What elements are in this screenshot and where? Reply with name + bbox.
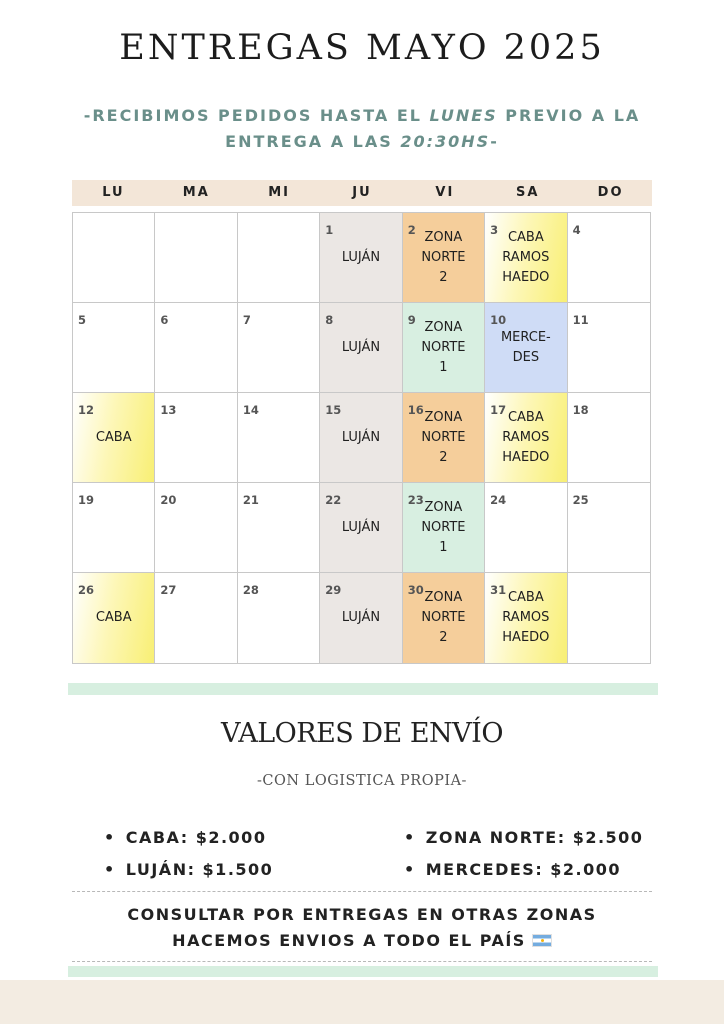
day-number: 7 [242, 313, 251, 327]
calendar-cell [155, 573, 237, 663]
day-number: 19 [78, 493, 95, 507]
weekday-sa: SA [516, 185, 540, 200]
calendar-cell [568, 303, 650, 393]
weekday-vi: VI [435, 185, 455, 200]
delivery-zone-label: CABA RAMOS HAEDO [502, 229, 550, 285]
weekday-lu: LU [102, 185, 125, 200]
calendar-cell [568, 483, 650, 573]
calendar-cell [155, 393, 237, 483]
calendar-cell [73, 393, 155, 483]
shipping-title: VALORES DE ENVÍO [221, 718, 503, 749]
calendar-cell [485, 303, 567, 393]
shipping-list-left [104, 822, 273, 886]
calendar-cell [73, 573, 155, 663]
calendar-cell [485, 393, 567, 483]
calendar-cell [485, 573, 567, 663]
deadline-text-2: PREVIO A LA ENTREGA A LAS [225, 106, 641, 151]
day-number: 4 [572, 223, 581, 237]
calendar-cell [155, 483, 237, 573]
divider-band [68, 683, 658, 695]
day-number: 2 [407, 223, 416, 237]
deadline-time: 20:30HS [400, 132, 491, 151]
shipping-item: • ZONA NORTE: $2.500 [404, 822, 643, 854]
calendar-cell [238, 483, 320, 573]
delivery-zone-label: LUJÁN [341, 610, 381, 625]
calendar-cell [403, 213, 485, 303]
calendar-cell [485, 213, 567, 303]
delivery-zone-label: MERCE- DES [500, 329, 551, 365]
day-number: 14 [242, 403, 259, 417]
calendar-cell [403, 483, 485, 573]
deadline-text-1: -RECIBIMOS PEDIDOS HASTA EL [83, 106, 430, 125]
delivery-zone-label: LUJÁN [341, 339, 381, 355]
shipping-item: • MERCEDES: $2.000 [404, 854, 643, 886]
calendar-cell [238, 393, 320, 483]
deadline-day: LUNES [429, 106, 498, 125]
shipping-list-right [404, 822, 643, 886]
day-number: 29 [325, 583, 342, 597]
delivery-zone-label: CABA [95, 610, 132, 625]
delivery-zone-label: ZONA NORTE 1 [421, 499, 466, 555]
calendar-cell [403, 303, 485, 393]
weekday-ju: JU [352, 185, 372, 200]
deadline-text-3: - [490, 132, 499, 151]
delivery-zone-label: ZONA NORTE 2 [421, 229, 466, 285]
day-number: 25 [572, 493, 589, 507]
weekday-header [72, 180, 652, 206]
argentina-flag-icon [532, 934, 552, 947]
delivery-zone-label: ZONA NORTE 2 [421, 590, 466, 645]
day-number: 17 [490, 403, 507, 417]
day-number: 5 [78, 313, 87, 327]
footer-line-2-text: HACEMOS ENVIOS A TODO EL PAÍS [172, 931, 526, 950]
footer-line-1: CONSULTAR POR ENTREGAS EN OTRAS ZONAS [127, 905, 597, 924]
day-number: 28 [242, 583, 259, 597]
order-deadline-note [70, 103, 654, 155]
calendar-cell [568, 213, 650, 303]
calendar-cell [568, 393, 650, 483]
day-number: 27 [160, 583, 177, 597]
calendar-cell [238, 573, 320, 663]
day-number: 21 [242, 493, 259, 507]
calendar-cell [320, 573, 402, 663]
calendar-cell [568, 573, 650, 663]
delivery-zone-label: CABA RAMOS HAEDO [502, 590, 550, 645]
divider-band [68, 966, 658, 977]
day-number: 20 [160, 493, 177, 507]
day-number: 3 [490, 223, 499, 237]
day-number: 18 [572, 403, 589, 417]
shipping-item: • CABA: $2.000 [104, 822, 273, 854]
calendar-cell [155, 213, 237, 303]
calendar-cell [320, 213, 402, 303]
calendar-cell [403, 393, 485, 483]
shipping-note: -CON LOGISTICA PROPIA- [257, 773, 467, 789]
day-number: 13 [160, 403, 177, 417]
page-title: ENTREGAS MAYO 2025 [119, 28, 605, 68]
day-number: 16 [407, 403, 424, 417]
day-number: 26 [78, 583, 95, 597]
calendar-cell [73, 213, 155, 303]
day-number: 24 [490, 493, 507, 507]
day-number: 10 [490, 313, 507, 327]
day-number: 30 [407, 583, 424, 597]
calendar-cell [320, 303, 402, 393]
delivery-zone-label: ZONA NORTE 2 [421, 409, 466, 465]
weekday-mi: MI [268, 185, 291, 200]
day-number: 23 [407, 493, 424, 507]
calendar-cell [485, 483, 567, 573]
day-number: 1 [325, 223, 334, 237]
day-number: 6 [160, 313, 169, 327]
footer-line-2 [0, 928, 724, 954]
dashed-divider [72, 891, 652, 892]
calendar-cell [238, 213, 320, 303]
delivery-zone-label: ZONA NORTE 1 [421, 319, 466, 375]
day-number: 15 [325, 403, 342, 417]
day-number: 12 [78, 403, 95, 417]
day-number: 31 [490, 583, 507, 597]
calendar-cell [320, 483, 402, 573]
calendar-cell [155, 303, 237, 393]
day-number: 9 [407, 313, 416, 327]
dashed-divider [72, 961, 652, 962]
delivery-zone-label: CABA RAMOS HAEDO [502, 409, 550, 465]
footer-note [0, 902, 724, 954]
day-number: 11 [572, 313, 589, 327]
day-number: 8 [325, 313, 334, 327]
calendar-cell [403, 573, 485, 663]
bottom-strip [0, 980, 724, 1024]
calendar-cell [238, 303, 320, 393]
calendar-cell [73, 303, 155, 393]
delivery-zone-label: LUJÁN [341, 429, 381, 445]
calendar-grid [72, 212, 651, 664]
weekday-ma: MA [182, 185, 210, 200]
calendar-cell [73, 483, 155, 573]
weekday-do: DO [597, 185, 624, 200]
delivery-zone-label: LUJÁN [341, 249, 381, 265]
shipping-item: • LUJÁN: $1.500 [104, 854, 273, 886]
day-number: 22 [325, 493, 342, 507]
delivery-zone-label: CABA [95, 429, 132, 445]
delivery-zone-label: LUJÁN [341, 519, 381, 535]
calendar-cell [320, 393, 402, 483]
